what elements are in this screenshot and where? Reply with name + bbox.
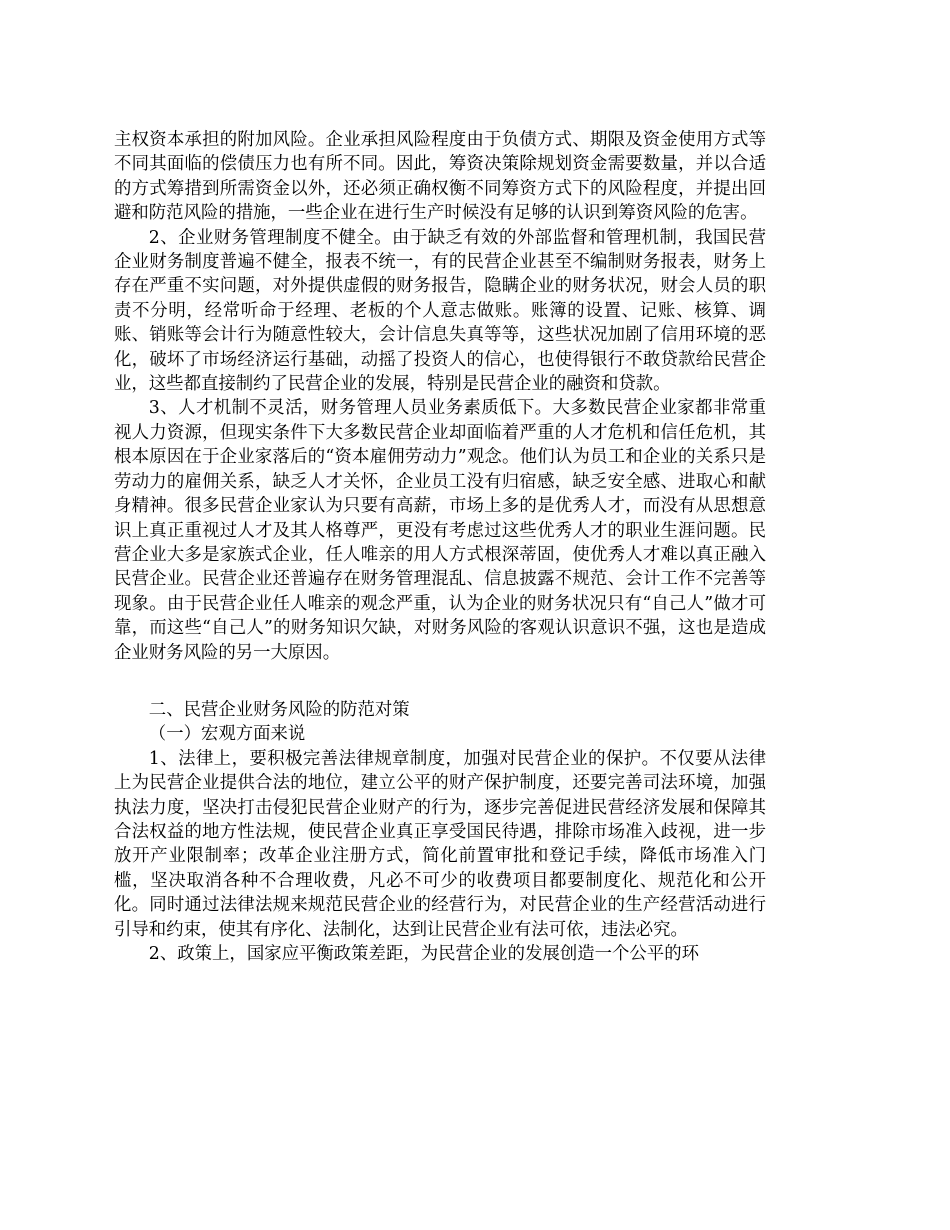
paragraph-talent-mechanism: 3、人才机制不灵活，财务管理人员业务素质低下。大多数民营企业家都非常重视人力资源，但现实条件下大多数民营企业却面临着严重的人才危机和信任危机，其根本原因在于企业家落后的“资本雇佣劳动力”观念。他们认为员工和企业的关系只是劳动力的雇佣关系，缺乏人才关怀，企业员工没有归宿感，缺乏安全感、进取心和献身精神。很多民营企业家认为只要有高薪，市场上多的是优秀人才，而没有从思想意识上真正重视过人才及其人格尊严，更没有考虑过这些优秀人才的职业生涯问题。民营企业大多是家族式企业，任人唯亲的用人方式根深蒂固，使优秀人才难以真正融入民营企业。民营企业还普遍存在财务管理混乱、信息披露不规范、会计工作不完善等现象。由于民营企业任人唯亲的观念严重，认为企业的财务状况只有“自己人”做才可靠，而这些“自己人”的财务知识欠缺，对财务风险的客观认识意识不强，这也是造成企业财务风险的另一大原因。 bbox=[114, 398, 766, 663]
subsection-heading: （一）宏观方面来说 bbox=[148, 724, 306, 745]
document-page bbox=[114, 128, 766, 966]
paragraph-financial-system: 2、企业财务管理制度不健全。由于缺乏有效的外部监督和管理机制，我国民营企业财务制度普遍不健全，报表不统一，有的民营企业甚至不编制财务报表，财务上存在严重不实问题，对外提供虚假的财务报告，隐瞒企业的财务状况，财会人员的职责不分明，经常听命于经理、老板的个人意志做账。账簿的设置、记账、核算、调账、销账等会计行为随意性较大，会计信息失真等等，这些状况加剧了信用环境的恶化，破坏了市场经济运行基础，动摇了投资人的信心，也使得银行不敢贷款给民营企业，这些都直接制约了民营企业的发展，特别是民营企业的融资和贷款。 bbox=[114, 227, 766, 395]
paragraph-policy-measures: 2、政策上，国家应平衡政策差距，为民营企业的发展创造一个公平的环 bbox=[148, 944, 699, 964]
paragraph-legal-measures: 1、法律上，要积极完善法律规章制度，加强对民营企业的保护。不仅要从法律上为民营企业提供合法的地位，建立公平的财产保护制度，还要完善司法环境，加强执法力度，坚决打击侵犯民营企业财产的行为，逐步完善促进民营经济发展和保障其合法权益的地方性法规，使民营企业真正享受国民待遇，排除市场准入歧视，进一步放开产业限制率；改革企业注册方式，简化前置审批和登记手续，降低市场准入门槛，坚决取消各种不合理收费，凡必不可少的收费项目都要制度化、规范化和公开化。同时通过法律法规来规范民营企业的经营行为，对民营企业的生产经营活动进行引导和约束，使其有序化、法制化，达到让民营企业有法可依，违法必究。 bbox=[114, 748, 766, 940]
paragraph-continuation: 主权资本承担的附加风险。企业承担风险程度由于负债方式、期限及资金使用方式等不同其面临的偿债压力也有所不同。因此，筹资决策除规划资金需要数量，并以合适的方式筹措到所需资金以外，还必须正确权衡不同筹资方式下的风险程度，并提出回避和防范风险的措施，一些企业在进行生产时候没有足够的认识到筹资风险的危害。 bbox=[114, 130, 766, 224]
section-heading: 二、民营企业财务风险的防范对策 bbox=[148, 699, 410, 720]
